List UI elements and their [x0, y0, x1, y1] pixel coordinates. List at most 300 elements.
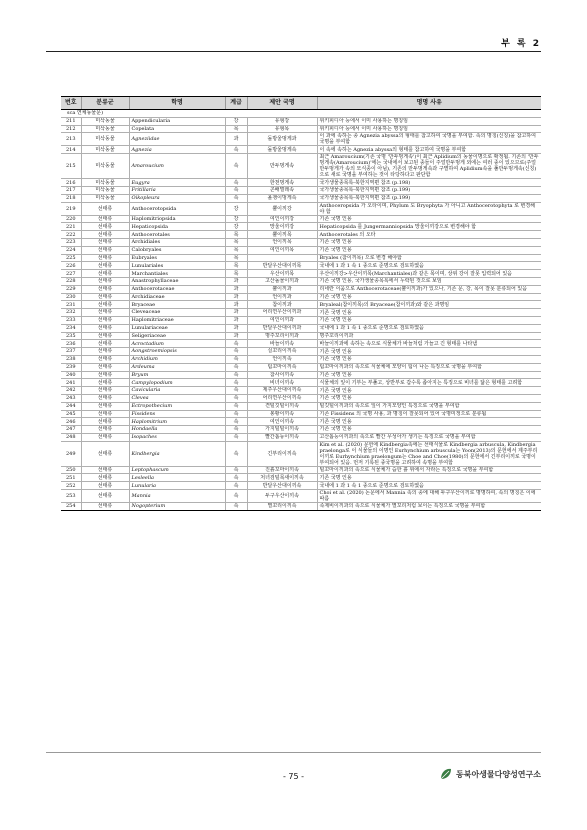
row-naming-reason: 고산톱등이끼과의 속으로 빨간 무성아가 생기는 특징으로 국명을 부여함	[317, 433, 541, 441]
table-row	[61, 433, 541, 441]
row-rank: 과	[225, 301, 247, 309]
row-taxon-group: 미삭동물	[81, 179, 129, 187]
row-number: 231	[61, 301, 81, 309]
row-rank: 강	[225, 202, 247, 215]
row-scientific-name: Kindbergia	[129, 441, 225, 466]
species-name-table	[61, 96, 541, 511]
header-scientific-name: 학명	[129, 97, 225, 110]
row-scientific-name: Hepaticopsida	[129, 223, 225, 231]
row-naming-reason: 국가생물종목록-북한지역편 참조 (p.199)	[317, 194, 541, 202]
table-row	[61, 340, 541, 348]
table-row	[61, 254, 541, 262]
table-row	[61, 348, 541, 356]
row-scientific-name: Anthocerotopsida	[129, 202, 225, 215]
row-rank: 속	[225, 379, 247, 387]
row-taxon-group: 미삭동물	[81, 154, 129, 179]
row-scientific-name: Acroctadium	[129, 340, 225, 348]
row-scientific-name: Anthocerotaceae	[129, 285, 225, 293]
row-naming-reason: Hepaticopsida 를 Jungermanniopsida 망울이끼강으로 변경해야 함	[317, 223, 541, 231]
row-scientific-name: Agneziidae	[129, 133, 225, 146]
row-number: 247	[61, 426, 81, 434]
table-row	[61, 379, 541, 387]
row-scientific-name: Haplomitrium	[129, 418, 225, 426]
row-rank: 목	[225, 231, 247, 239]
table-row	[61, 270, 541, 278]
row-proposed-name: 처녀검털목새이끼속	[247, 474, 317, 482]
table-row	[61, 194, 541, 202]
row-number: 219	[61, 202, 81, 215]
row-scientific-name: Haplomitriaceae	[129, 316, 225, 324]
row-proposed-name: 별꼬리이끼속	[247, 503, 317, 511]
row-proposed-name: 돌방울멍게속	[247, 146, 317, 154]
row-taxon-group: 선태류	[81, 363, 129, 371]
row-number: 245	[61, 410, 81, 418]
row-rank: 속	[225, 363, 247, 371]
row-naming-reason: 기존 국명 인용	[317, 293, 541, 301]
row-proposed-name: 반달우산대이끼속	[247, 482, 317, 490]
row-proposed-name: 언이끼과	[247, 293, 317, 301]
row-scientific-name: Lunularia	[129, 482, 225, 490]
row-scientific-name: Lunulariales	[129, 262, 225, 270]
header-rule	[46, 51, 541, 52]
row-proposed-name: 실꼬리이끼속	[247, 348, 317, 356]
row-naming-reason: 이 속에 속하는 Agnezia abyssa의 형태를 참고하여 국명을 부여함	[317, 146, 541, 154]
row-rank: 목	[225, 238, 247, 246]
row-rank: 속	[225, 441, 247, 466]
row-number: 228	[61, 277, 81, 285]
row-number: 236	[61, 340, 81, 348]
row-taxon-group: 선태류	[81, 246, 129, 254]
row-scientific-name: Eugyra	[129, 179, 225, 187]
row-proposed-name: 곤배멀레속	[247, 186, 317, 194]
row-taxon-group: 선태류	[81, 270, 129, 278]
row-proposed-name: 한천멍게속	[247, 179, 317, 187]
row-scientific-name: Appendicularia	[129, 117, 225, 125]
row-rank: 강	[225, 117, 247, 125]
row-number: 246	[61, 418, 81, 426]
row-naming-reason: 리네란 이움으로 Anthocerotaceae(뿔이끼과)가 있으나, 기존 문, 강, 목이 잘못 분류되어 있음	[317, 285, 541, 293]
row-scientific-name: Leptophascum	[129, 466, 225, 474]
row-proposed-name: 여인이끼목	[247, 246, 317, 254]
row-proposed-name: 유형목	[247, 125, 317, 133]
row-number: 225	[61, 254, 81, 262]
table-row	[61, 117, 541, 125]
row-scientific-name: Nogopterium	[129, 503, 225, 511]
row-rank: 과	[225, 316, 247, 324]
row-taxon-group: 선태류	[81, 340, 129, 348]
table-row	[61, 154, 541, 179]
row-naming-reason: 최근 Amaroucium(기존 국명 '만두멍게속')이 최근 Aplidium의 동물이명으로 확정됨. 기존의 '만두멍게속(Amaroucium)'에는 국내에서 보고된 종들이 주얼만두멍게 외에는 여러 종이 있으므로(주얼만두멍게가 속의 모식종이 아님), 기존의 만두멍게속과 구별하여 Aplidium속을 풀만두멍게속(신칭)으로 새로 국명을 부여하는 것이 타당하다고 판단함	[317, 154, 541, 179]
row-number: 254	[61, 503, 81, 511]
row-taxon-group: 선태류	[81, 387, 129, 395]
row-rank: 속	[225, 474, 247, 482]
row-number: 250	[61, 466, 81, 474]
row-number: 249	[61, 441, 81, 466]
row-taxon-group: 선태류	[81, 238, 129, 246]
row-proposed-name: 가지털털이끼속	[247, 426, 317, 434]
row-number: 243	[61, 394, 81, 402]
row-taxon-group: 미삭동물	[81, 133, 129, 146]
row-scientific-name: Agnezia	[129, 146, 225, 154]
row-naming-reason: 기존 국명 인용	[317, 418, 541, 426]
row-number: 251	[61, 474, 81, 482]
row-taxon-group: 선태류	[81, 316, 129, 324]
row-scientific-name: Ectropothecium	[129, 402, 225, 410]
row-taxon-group: 선태류	[81, 202, 129, 215]
row-rank: 강	[225, 223, 247, 231]
row-scientific-name: Archidium	[129, 355, 225, 363]
footer-rule	[46, 752, 541, 753]
row-proposed-name: 올챙이멍게속	[247, 194, 317, 202]
table-row	[61, 474, 541, 482]
row-rank: 속	[225, 340, 247, 348]
appendix-label: 부 록 2	[501, 39, 541, 49]
row-number: 233	[61, 316, 81, 324]
row-proposed-name: 견털깃털이끼속	[247, 402, 317, 410]
header-proposed-name: 제안 국명	[247, 97, 317, 110]
row-scientific-name: Anastrophyllaceae	[129, 277, 225, 285]
row-proposed-name: 우산이끼목	[247, 270, 317, 278]
row-number: 253	[61, 490, 81, 503]
row-naming-reason: 기존 국명 인용	[317, 474, 541, 482]
organization-name: 동북아생물다양성연구소	[455, 769, 541, 779]
table-row	[61, 223, 541, 231]
row-number: 232	[61, 309, 81, 317]
row-taxon-group: 선태류	[81, 379, 129, 387]
row-taxon-group: 선태류	[81, 394, 129, 402]
page-number: - 75 -	[282, 772, 305, 781]
row-proposed-name: 긴부리이끼속	[247, 441, 317, 466]
row-scientific-name: Bryum	[129, 371, 225, 379]
row-taxon-group: 선태류	[81, 466, 129, 474]
row-rank: 강	[225, 215, 247, 223]
row-taxon-group: 선태류	[81, 277, 129, 285]
row-rank: 목	[225, 254, 247, 262]
row-number: 217	[61, 186, 81, 194]
row-scientific-name: Oikopleura	[129, 194, 225, 202]
row-number: 211	[61, 117, 81, 125]
row-proposed-name: 여인이끼과	[247, 316, 317, 324]
row-naming-reason: 기존 국명 인용, 국가생물종목록에서 누락된 것으로 보임	[317, 277, 541, 285]
row-taxon-group: 미삭동물	[81, 186, 129, 194]
row-scientific-name: Amaroucium	[129, 154, 225, 179]
table-row	[61, 482, 541, 490]
row-scientific-name: Fritillaria	[129, 186, 225, 194]
row-proposed-name: 제주우산대이끼속	[247, 387, 317, 395]
row-proposed-name: 어리연우산이끼속	[247, 394, 317, 402]
row-naming-reason: 기존 국명 인용	[317, 394, 541, 402]
row-proposed-name: 어리연우산이끼과	[247, 309, 317, 317]
row-scientific-name: Hondaella	[129, 426, 225, 434]
row-scientific-name: Cavicularia	[129, 387, 225, 395]
row-scientific-name: Campylopodium	[129, 379, 225, 387]
table-row	[61, 316, 541, 324]
row-rank: 과	[225, 285, 247, 293]
row-number: 222	[61, 231, 81, 239]
row-scientific-name: Ardeuma	[129, 363, 225, 371]
row-rank: 속	[225, 186, 247, 194]
row-number: 234	[61, 324, 81, 332]
table-row	[61, 309, 541, 317]
row-scientific-name: Fissidens	[129, 410, 225, 418]
header-rank: 계급	[225, 97, 247, 110]
row-taxon-group: 선태류	[81, 410, 129, 418]
row-scientific-name: Archidiales	[129, 238, 225, 246]
table-row	[61, 355, 541, 363]
row-taxon-group: 선태류	[81, 482, 129, 490]
row-naming-reason: Kim et al. (2020) 문헌에 Kindbergia속에는 선태식물로 Kindbergia arbuscula, Kindbergia praelonga로 이 식물들의 이명인 Eurhynchium arbuscula는 Yoon(2013)의 문헌에서 제주부리이끼로 Eurhynchium praelongum는 Choe and Choe(1980)의 문헌에서 긴부리이끼로 국명이 부여되어 있음. 먼저 기록된 종국명을 고려하여 속명을 부여함	[317, 441, 541, 466]
row-taxon-group: 선태류	[81, 309, 129, 317]
row-taxon-group: 선태류	[81, 402, 129, 410]
section-label: sca 연체동물문)	[61, 110, 541, 118]
row-proposed-name: 만두멍게속	[247, 154, 317, 179]
row-number: 215	[61, 154, 81, 179]
organization-logo	[439, 767, 541, 781]
row-scientific-name: Copelata	[129, 125, 225, 133]
row-proposed-name: 참이끼과	[247, 301, 317, 309]
row-scientific-name: Calobryales	[129, 246, 225, 254]
header-taxon-group: 분류군	[81, 97, 129, 110]
row-number: 220	[61, 215, 81, 223]
row-number: 242	[61, 387, 81, 395]
row-rank: 속	[225, 194, 247, 202]
row-rank: 속	[225, 394, 247, 402]
row-proposed-name: 비녀이끼속	[247, 379, 317, 387]
row-number: 235	[61, 332, 81, 340]
row-proposed-name: 명주꼬리이끼과	[247, 332, 317, 340]
row-taxon-group: 선태류	[81, 490, 129, 503]
row-rank: 속	[225, 418, 247, 426]
row-number: 223	[61, 238, 81, 246]
row-scientific-name: Clevea	[129, 394, 225, 402]
row-scientific-name: Lesleella	[129, 474, 225, 482]
row-taxon-group: 선태류	[81, 474, 129, 482]
row-scientific-name: Haplomitriopsida	[129, 215, 225, 223]
header-naming-reason: 명명 사유	[317, 97, 541, 110]
table-row	[61, 371, 541, 379]
row-proposed-name: 반달우산대이끼과	[247, 324, 317, 332]
row-taxon-group: 미삭동물	[81, 125, 129, 133]
row-naming-reason: 국가생물종목록-북한지역편 참조 (p.198)	[317, 179, 541, 187]
row-taxon-group: 선태류	[81, 324, 129, 332]
row-number: 238	[61, 355, 81, 363]
row-proposed-name: 여인이끼강	[247, 215, 317, 223]
row-proposed-name: 반달우산대이끼목	[247, 262, 317, 270]
row-naming-reason: 기존 국명 인용	[317, 387, 541, 395]
row-naming-reason: Anthoceropsida 가 오타이며, Phylum 도 Bryophyta 가 아니고 Anthocerotophyta 로 변경해야 함	[317, 202, 541, 215]
row-naming-reason: 위키피디아 등에서 이미 사용하는 명칭임	[317, 125, 541, 133]
row-scientific-name: Aongstroemiopsis	[129, 348, 225, 356]
row-rank: 속	[225, 482, 247, 490]
row-number: 227	[61, 270, 81, 278]
row-taxon-group: 미삭동물	[81, 146, 129, 154]
table-row	[61, 394, 541, 402]
row-rank: 목	[225, 270, 247, 278]
row-naming-reason: Anthocerotales 의 오타	[317, 231, 541, 239]
row-naming-reason: 털깃털이끼과의 속으로 잎이 가지모양인 특징으로 국명을 부여함	[317, 402, 541, 410]
row-rank: 속	[225, 402, 247, 410]
row-naming-reason: 국내에 1 과 1 속 1 종으로 준명으로 검토하였음	[317, 262, 541, 270]
row-rank: 속	[225, 433, 247, 441]
row-number: 212	[61, 125, 81, 133]
table-row	[61, 285, 541, 293]
row-naming-reason: 식물체의 잎이 기부는 부풀고, 상반부로 갑수록 좁아지는 특징으로 비녀를 닮은 형태를 고려함	[317, 379, 541, 387]
row-rank: 속	[225, 179, 247, 187]
row-proposed-name: 팀꼬마이끼속	[247, 363, 317, 371]
table-row	[61, 179, 541, 187]
row-proposed-name: 뿔이끼과	[247, 285, 317, 293]
table-row	[61, 146, 541, 154]
row-proposed-name: 고산돌물이끼과	[247, 277, 317, 285]
row-naming-reason: 국내에 1 과 1 속 1 종으로 준명으로 검토하였음	[317, 482, 541, 490]
row-rank: 속	[225, 146, 247, 154]
row-naming-reason: 명주꼬리이끼과	[317, 332, 541, 340]
row-proposed-name: 뿔이끼목	[247, 231, 317, 239]
table-row	[61, 410, 541, 418]
row-naming-reason: Choi et al. (2020) 논문에서 Mannia 속의 종에 대해 두구우산이끼로 명명하여, 속의 명칭은 이에 따름	[317, 490, 541, 503]
table-row	[61, 490, 541, 503]
row-proposed-name: 참사이끼속	[247, 371, 317, 379]
row-naming-reason: Bryales (참이끼목) 으로 변경 해야함	[317, 254, 541, 262]
row-number: 221	[61, 223, 81, 231]
table-row	[61, 332, 541, 340]
row-naming-reason: 기존 Fissidens 의 국명 사용, 과 명칭이 잘못되어 있어 국명미정으로 분류됨	[317, 410, 541, 418]
row-proposed-name: 진흙꼬마이끼속	[247, 466, 317, 474]
row-number: 214	[61, 146, 81, 154]
row-taxon-group: 미삭동물	[81, 194, 129, 202]
leaf-logo-icon	[439, 767, 453, 781]
row-rank: 과	[225, 277, 247, 285]
row-proposed-name: 바늘이끼속	[247, 340, 317, 348]
row-naming-reason: 털꼬마이끼과의 속으로 식물체가 습한 흙 위에서 자라는 특징으로 국명을 부여함	[317, 466, 541, 474]
row-proposed-name: 여인이끼속	[247, 418, 317, 426]
row-taxon-group: 선태류	[81, 301, 129, 309]
table-row	[61, 441, 541, 466]
table-row	[61, 202, 541, 215]
row-scientific-name: Bryaceae	[129, 301, 225, 309]
row-taxon-group: 선태류	[81, 293, 129, 301]
row-naming-reason: 국가생물종목록-북한지역편 참조 (p.199)	[317, 186, 541, 194]
header-number: 번호	[61, 97, 81, 110]
row-number: 248	[61, 433, 81, 441]
row-naming-reason: Bryaleal(참이끼목)의 Bryaceae(참이끼과)와 같은 과명임	[317, 301, 541, 309]
table-row	[61, 426, 541, 434]
row-scientific-name: Anthocerotales	[129, 231, 225, 239]
table-row	[61, 215, 541, 223]
row-naming-reason: 기존 국명 인용	[317, 238, 541, 246]
row-taxon-group: 선태류	[81, 215, 129, 223]
row-taxon-group: 선태류	[81, 332, 129, 340]
row-taxon-group: 선태류	[81, 503, 129, 511]
row-proposed-name: 망울이끼강	[247, 223, 317, 231]
row-naming-reason: 기존 국명 인용	[317, 355, 541, 363]
row-proposed-name: 두구우산이끼속	[247, 490, 317, 503]
table-row	[61, 503, 541, 511]
row-number: 218	[61, 194, 81, 202]
row-naming-reason: 족제비이끼과의 속으로 식물체가 별꼬리처럼 보이는 특징으로 국명을 부여함	[317, 503, 541, 511]
row-rank: 과	[225, 332, 247, 340]
row-rank: 과	[225, 324, 247, 332]
row-proposed-name: 언이끼속	[247, 355, 317, 363]
row-taxon-group: 선태류	[81, 348, 129, 356]
row-naming-reason: 팀꼬마이끼과의 속으로 식물체에 모양이 팀이 나는 특징으로 국명을 부여함	[317, 363, 541, 371]
row-naming-reason: 기존 국명 인용	[317, 426, 541, 434]
row-rank: 과	[225, 309, 247, 317]
table-row	[61, 387, 541, 395]
row-taxon-group: 선태류	[81, 371, 129, 379]
row-naming-reason: 우산이끼강>우산이끼목(Marchantiales)과 같은 목이며, 상위 강이 잘못 입력되어 있음	[317, 270, 541, 278]
row-proposed-name	[247, 254, 317, 262]
row-naming-reason: 바늘이끼과에 속하는 속으로 식물체가 바늘처럼 가늘고 긴 형태를 나타냄	[317, 340, 541, 348]
row-number: 239	[61, 363, 81, 371]
table-row	[61, 277, 541, 285]
table-row	[61, 262, 541, 270]
row-taxon-group: 선태류	[81, 426, 129, 434]
row-taxon-group: 선태류	[81, 231, 129, 239]
row-rank: 과	[225, 133, 247, 146]
row-proposed-name: 뿔이끼강	[247, 202, 317, 215]
table-row	[61, 293, 541, 301]
row-naming-reason: 기존 국명 인용	[317, 309, 541, 317]
row-number: 230	[61, 293, 81, 301]
row-rank: 속	[225, 154, 247, 179]
row-scientific-name: Cleveaceae	[129, 309, 225, 317]
row-taxon-group: 선태류	[81, 441, 129, 466]
row-scientific-name: Eubryales	[129, 254, 225, 262]
row-proposed-name: 유형강	[247, 117, 317, 125]
table-row	[61, 125, 541, 133]
row-taxon-group: 선태류	[81, 262, 129, 270]
row-taxon-group: 선태류	[81, 433, 129, 441]
row-rank: 속	[225, 387, 247, 395]
row-number: 237	[61, 348, 81, 356]
row-naming-reason: 기존 국명 인용	[317, 371, 541, 379]
row-proposed-name: 돌방울멍게과	[247, 133, 317, 146]
row-naming-reason: 이 과에 속하는 종 Agnezia abyssa의 형태를 참고하여 국명을 부여함. 속의 명칭(신칭)을 참고하여 국명을 부여함	[317, 133, 541, 146]
row-number: 216	[61, 179, 81, 187]
row-taxon-group: 선태류	[81, 254, 129, 262]
row-proposed-name: 언이끼목	[247, 238, 317, 246]
row-number: 252	[61, 482, 81, 490]
row-rank: 속	[225, 410, 247, 418]
row-taxon-group: 선태류	[81, 418, 129, 426]
row-number: 229	[61, 285, 81, 293]
row-naming-reason: 위키피디아 등에서 이미 사용하는 명칭임	[317, 117, 541, 125]
row-taxon-group: 선태류	[81, 285, 129, 293]
row-rank: 속	[225, 426, 247, 434]
row-scientific-name: Mannia	[129, 490, 225, 503]
table-row	[61, 466, 541, 474]
row-scientific-name: Lunulariaceae	[129, 324, 225, 332]
row-number: 240	[61, 371, 81, 379]
table-row	[61, 238, 541, 246]
table-row	[61, 324, 541, 332]
row-naming-reason: 기존 국명 인용	[317, 316, 541, 324]
table-row	[61, 418, 541, 426]
row-number: 226	[61, 262, 81, 270]
row-rank: 속	[225, 490, 247, 503]
row-number: 241	[61, 379, 81, 387]
row-rank: 속	[225, 503, 247, 511]
row-number: 213	[61, 133, 81, 146]
row-number: 224	[61, 246, 81, 254]
table-row	[61, 402, 541, 410]
row-taxon-group: 미삭동물	[81, 117, 129, 125]
row-rank: 속	[225, 348, 247, 356]
row-rank: 속	[225, 355, 247, 363]
row-naming-reason: 기존 국명 인용	[317, 246, 541, 254]
row-scientific-name: Isopaches	[129, 433, 225, 441]
